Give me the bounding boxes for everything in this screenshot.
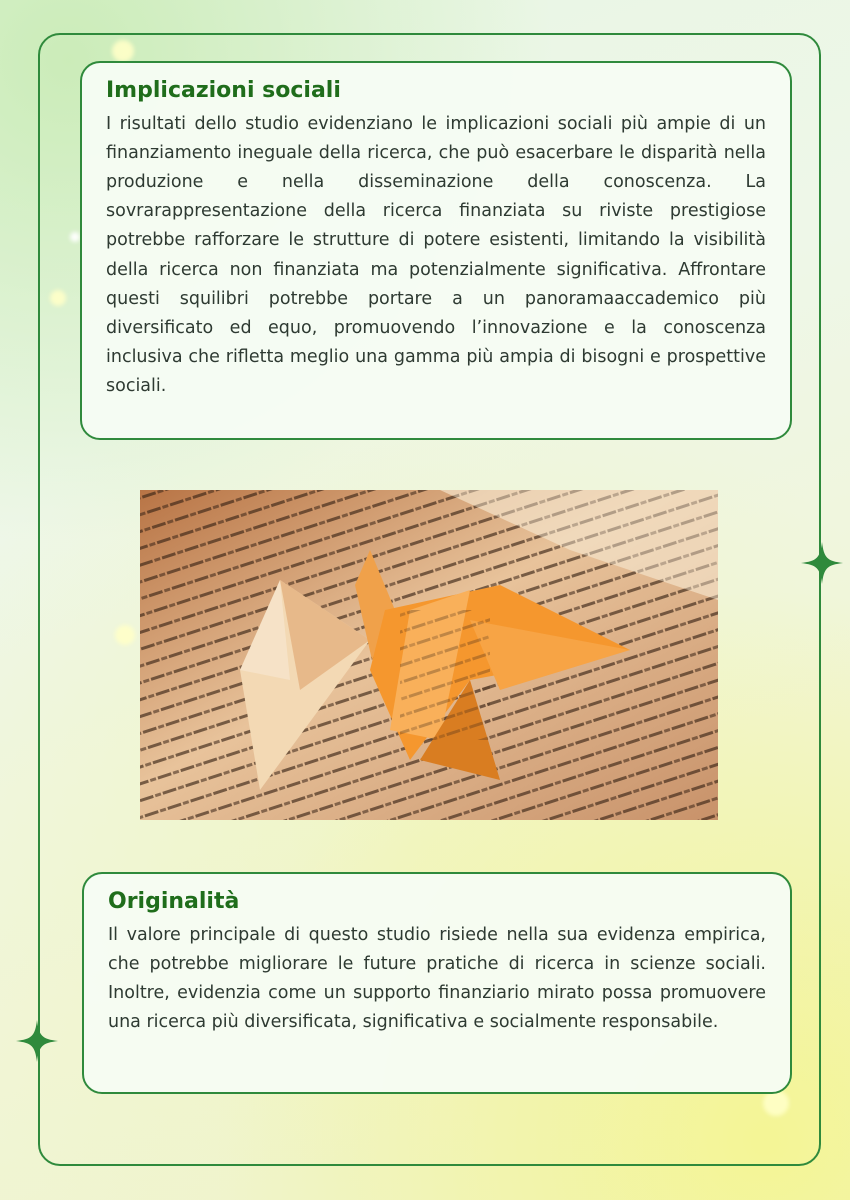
- light-dot: [115, 625, 135, 645]
- light-dot: [112, 40, 134, 62]
- sparkle-icon: [801, 542, 843, 584]
- section-title: Implicazioni sociali: [106, 78, 341, 103]
- origami-illustration: [140, 490, 718, 820]
- light-dot: [50, 290, 66, 306]
- section-body: Il valore principale di questo studio risiede nella sua evidenza empirica, che potrebbe migliorare le future pratiche di ricerca in scienze sociali. Inoltre, evidenzia come un supporto finanziario mirato possa promuovere una ricerca più diversificata, significativa e socialmente responsabile.: [108, 924, 766, 1033]
- section-card-originality: [82, 872, 792, 1094]
- light-dot: [70, 232, 80, 242]
- section-card-social-implications: [80, 61, 792, 440]
- section-title: Originalità: [108, 889, 240, 914]
- origami-book-photo: [140, 490, 718, 820]
- section-body: I risultati dello studio evidenziano le implicazioni sociali più ampie di un finanziamento ineguale della ricerca, che può esacerbare le disparità nella produzione e nella disseminazione della conoscenza. La sovrarappresentazione della ricerca finanziata su riviste prestigiose potrebbe rafforzare le strutture di potere esistenti, limitando la visibilità della ricerca non finanziata ma potenzialmente significativa. Affrontare questi squilibri potrebbe portare a un panoramaaccademico più diversificato ed equo, promuovendo l’innovazione e la conoscenza inclusiva che rifletta meglio una gamma più ampia di bisogni e prospettive sociali.: [106, 113, 766, 397]
- sparkle-icon: [16, 1020, 58, 1062]
